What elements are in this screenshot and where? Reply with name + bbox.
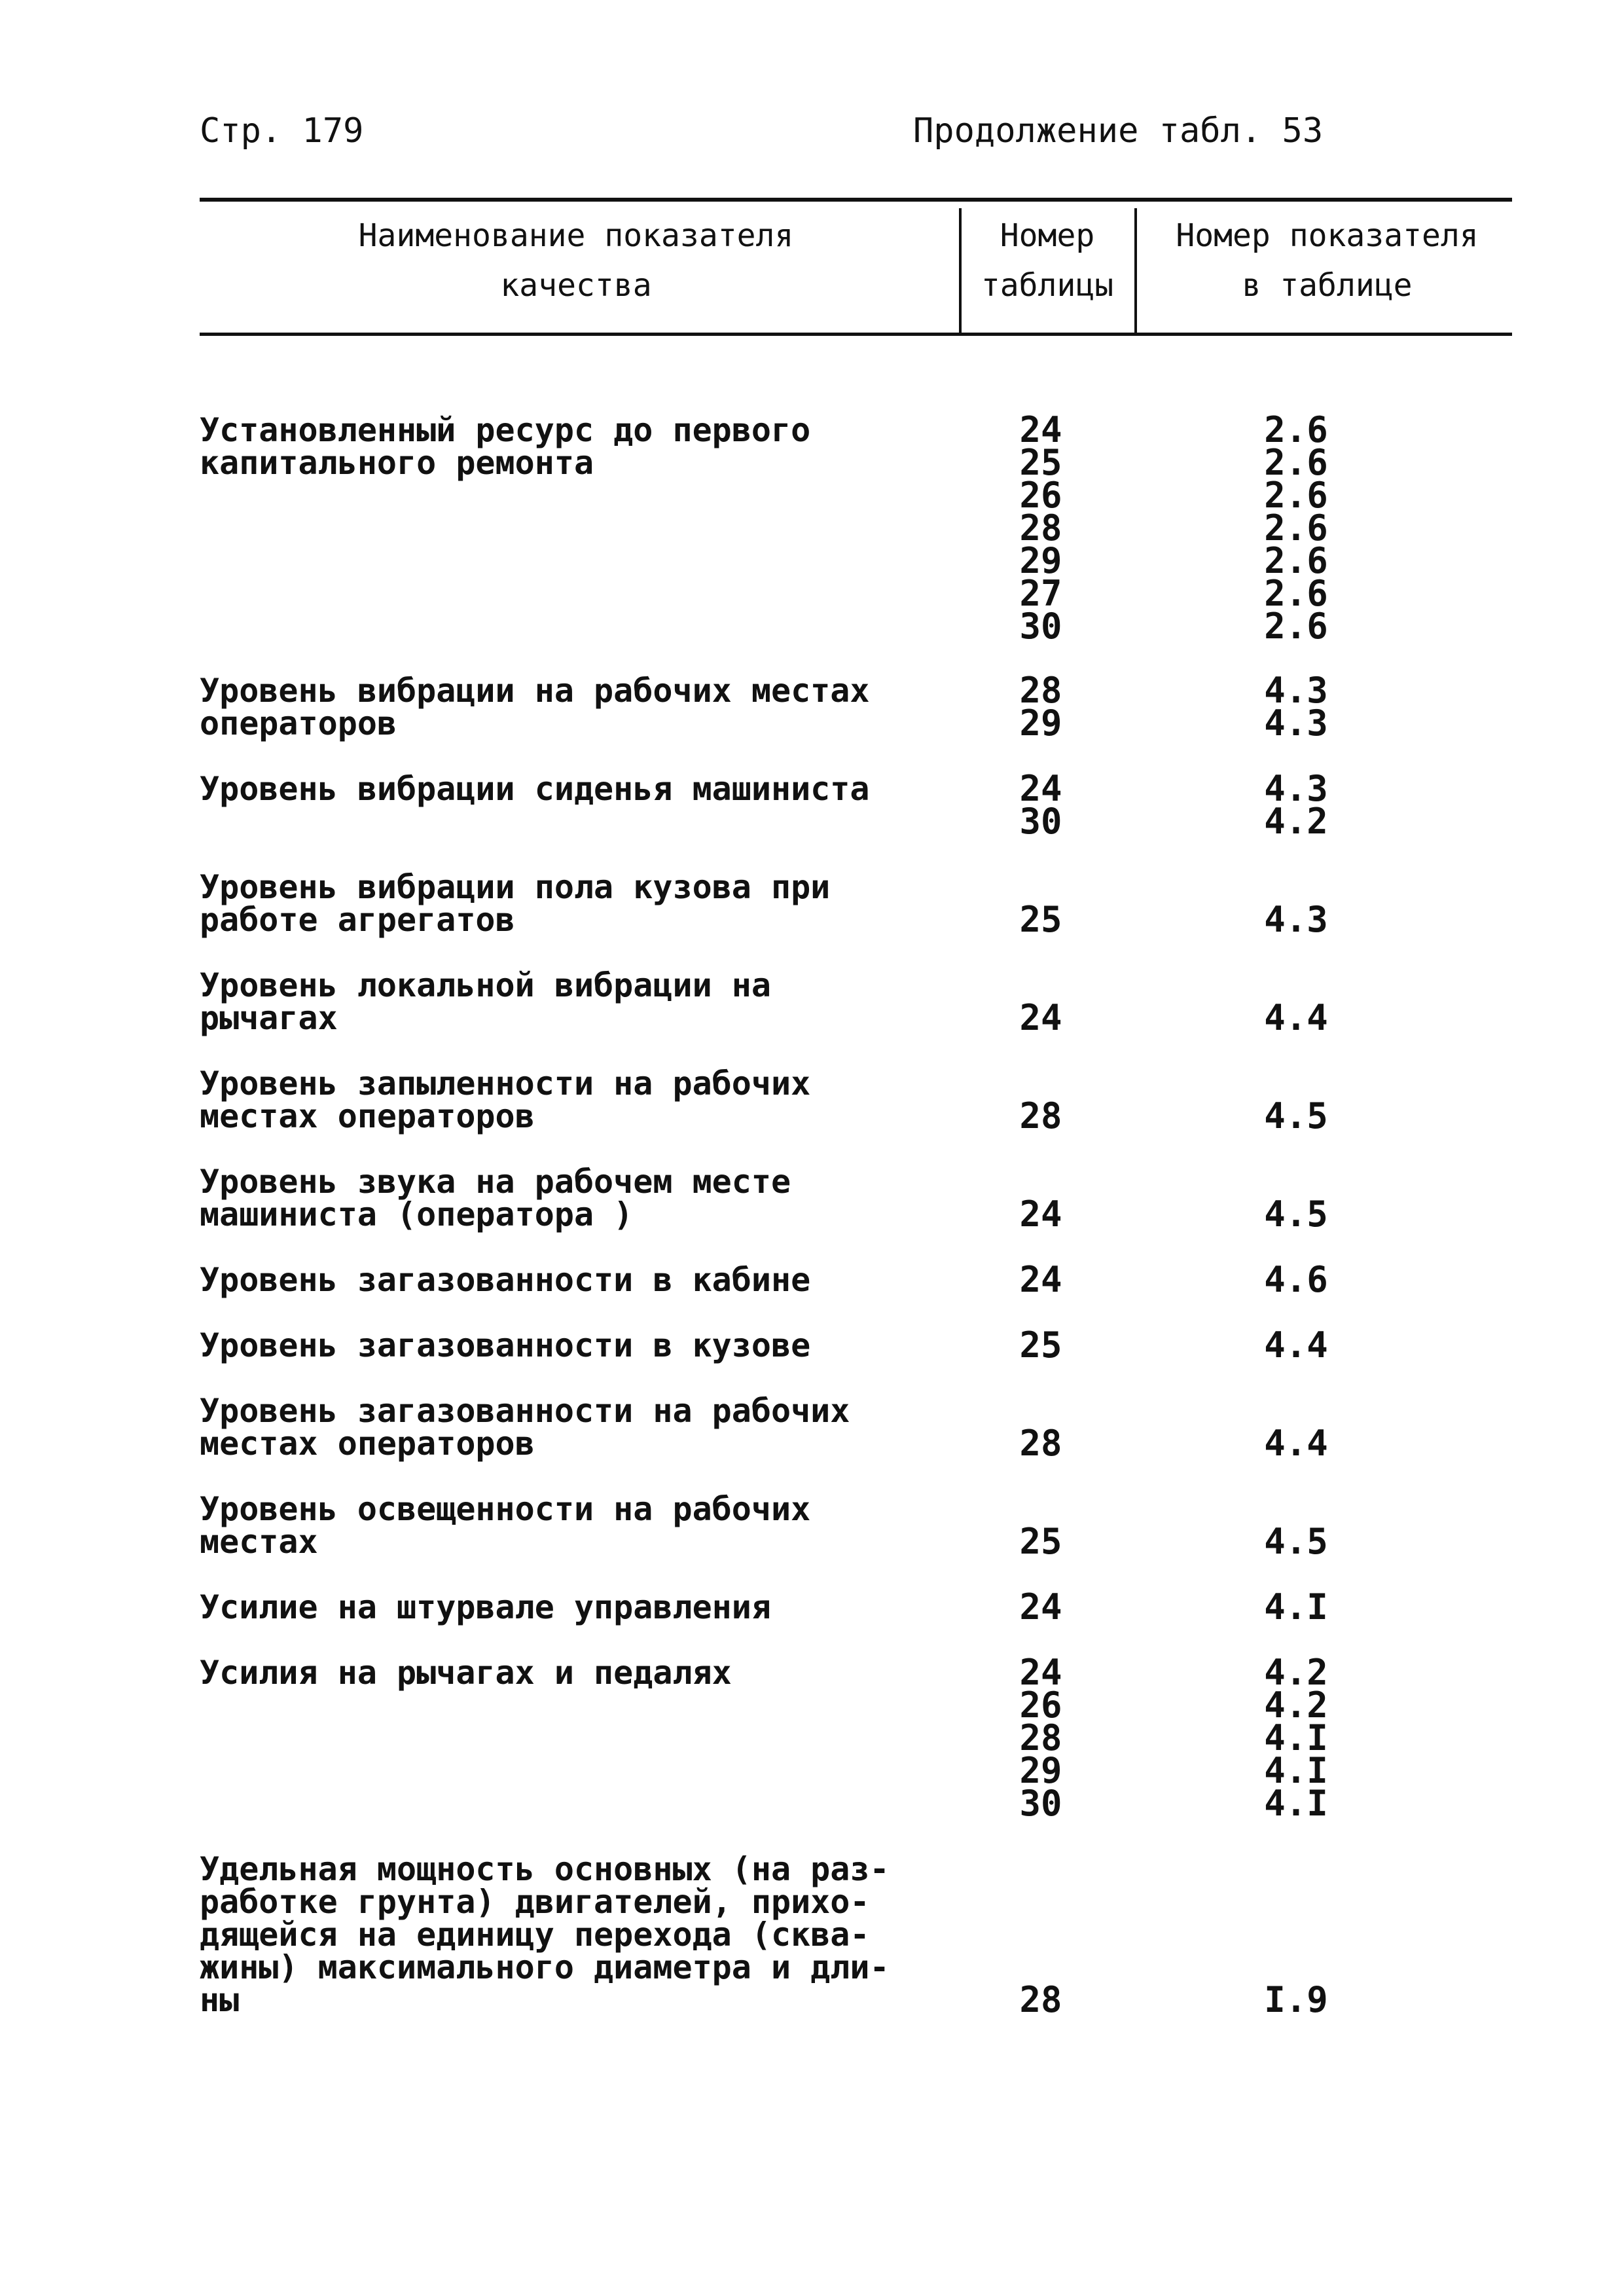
table-number: 28 [1019,1979,1062,2020]
quality-indicator-name [200,770,870,808]
indicator-number: 4.4 [1264,1423,1328,1464]
table-number: 25 [1019,1521,1062,1562]
name-line: Уровень освещенности на рабочих [200,1490,811,1528]
indicator-number: 4.4 [1264,1324,1328,1366]
name-line: Усилие на штурвале управления [200,1588,771,1626]
indicator-number: 4.3 [1264,899,1328,940]
quality-indicator-name [200,411,811,482]
indicator-number: 4.3 [1264,768,1328,809]
quality-indicator-name [200,1261,811,1299]
indicator-number: 4.3 [1264,670,1328,711]
quality-indicator-name [200,1850,890,2019]
table-number: 28 [1019,1717,1062,1758]
table-number: 27 [1019,573,1062,614]
quality-indicator-name [200,1588,771,1626]
table-number: 24 [1019,1652,1062,1693]
name-line: местах операторов [200,1097,535,1135]
name-line: Удельная мощность основных (на раз- [200,1850,890,1888]
table-number: 28 [1019,507,1062,549]
table-number: 24 [1019,1259,1062,1300]
table-number: 24 [1019,1194,1062,1235]
quality-indicator-name [200,1067,810,1133]
table-number: 30 [1019,801,1062,842]
quality-indicator-name [200,966,771,1037]
page-number: Стр. 179 [200,111,364,151]
table-continuation-label: Продолжение табл. 53 [913,111,1324,151]
name-line: машиниста (оператора ) [200,1195,634,1233]
name-line: местах операторов [200,1425,535,1463]
quality-indicator-name [200,1392,850,1463]
column-header-indicator-number: Номер показателя в таблице [1176,217,1479,304]
name-line: Усилия на рычагах и педалях [200,1654,732,1692]
name-line: Уровень звука на рабочем месте [200,1163,791,1201]
quality-indicator-name [200,1326,811,1364]
indicator-number: 4.2 [1264,1685,1328,1726]
table-number: 24 [1019,1586,1062,1628]
table-number: 24 [1019,768,1062,809]
indicator-number: 4.6 [1264,1259,1328,1300]
indicator-number: 2.6 [1264,475,1328,516]
header-top-rule [200,198,1512,202]
name-line: местах [200,1523,318,1561]
column-header-name: Наименование показателя качества [358,217,794,304]
name-line: Уровень вибрации сиденья машиниста [200,770,870,808]
indicator-number: 2.6 [1264,606,1328,647]
name-line: дящейся на единицу перехода (сква- [200,1916,870,1954]
quality-indicator-name [200,1165,791,1231]
indicator-number: 4.2 [1264,1652,1328,1693]
column-divider [1134,208,1137,333]
column-divider [959,208,962,333]
table-number: 26 [1019,1685,1062,1726]
name-line: Уровень вибрации на рабочих местах [200,672,870,710]
name-line: Установленный ресурс до первого [200,411,811,449]
indicator-number: 4.I [1264,1717,1328,1758]
indicator-number: 4.I [1264,1750,1328,1791]
indicator-number: 2.6 [1264,409,1328,450]
table-number: 26 [1019,475,1062,516]
indicator-number: 2.6 [1264,540,1328,581]
quality-indicator-name [200,674,870,740]
header-bottom-rule [200,333,1512,336]
indicator-number: 4.3 [1264,702,1328,744]
column-header-table-number: Номер таблицы [981,217,1114,304]
indicator-number: 4.I [1264,1783,1328,1824]
name-line: Уровень загазованности в кабине [200,1261,811,1299]
name-line: Уровень загазованности на рабочих [200,1392,850,1430]
table-number: 30 [1019,606,1062,647]
indicator-number: 4.5 [1264,1095,1328,1137]
name-line: Уровень загазованности в кузове [200,1326,811,1364]
quality-indicator-name [200,1654,732,1692]
table-number: 28 [1019,1095,1062,1137]
indicator-number: I.9 [1264,1979,1328,2020]
name-line: Уровень запыленности на рабочих [200,1065,811,1102]
indicator-number: 4.4 [1264,997,1328,1038]
table-number: 25 [1019,1324,1062,1366]
name-line: Уровень вибрации пола кузова при [200,868,831,906]
table-number: 24 [1019,409,1062,450]
table-number: 24 [1019,997,1062,1038]
table-number: 29 [1019,540,1062,581]
name-line: Уровень локальной вибрации на [200,966,771,1004]
name-line: капитального ремонта [200,444,594,482]
table-number: 25 [1019,899,1062,940]
name-line: рычагах [200,999,338,1037]
name-line: работе агрегатов [200,901,515,939]
table-number: 28 [1019,1423,1062,1464]
name-line: работке грунта) двигателей, прихо- [200,1883,870,1921]
name-line: жины) максимального диаметра и дли- [200,1948,890,1986]
table-number: 28 [1019,670,1062,711]
indicator-number: 4.I [1264,1586,1328,1628]
quality-indicator-name [200,868,831,939]
indicator-number: 4.2 [1264,801,1328,842]
table-number: 29 [1019,702,1062,744]
quality-indicator-name [200,1490,811,1561]
name-line: операторов [200,704,397,742]
table-number: 29 [1019,1750,1062,1791]
name-line: ны [200,1981,240,2019]
table-number: 30 [1019,1783,1062,1824]
indicator-number: 2.6 [1264,507,1328,549]
indicator-number: 2.6 [1264,573,1328,614]
table-number: 25 [1019,442,1062,483]
indicator-number: 4.5 [1264,1521,1328,1562]
indicator-number: 2.6 [1264,442,1328,483]
indicator-number: 4.5 [1264,1194,1328,1235]
